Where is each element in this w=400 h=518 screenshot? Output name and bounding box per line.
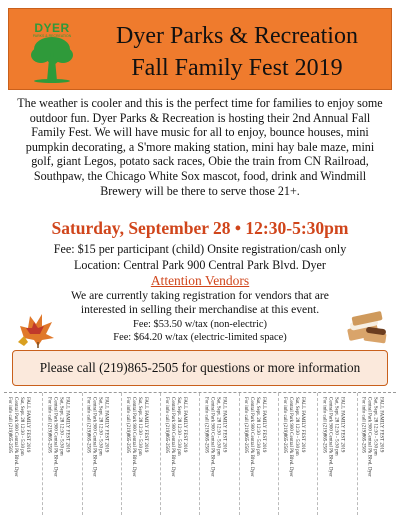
logo-subtext: PARKS & RECREATION — [32, 34, 72, 38]
tearoff-tabs — [4, 392, 396, 515]
smores-icon — [344, 306, 390, 346]
event-date-time: Saturday, September 28 • 12:30-5:30pm — [51, 218, 349, 238]
tearoff-line2: Sat, Sept. 28 12:30 - 5:30 pm — [97, 397, 103, 456]
tearoff-line1: FALL FAMILY FEST 2019 — [64, 397, 70, 453]
vendor-fee-electric: Fee: $64.20 w/tax (electric-limited space) — [113, 332, 287, 344]
tearoff-line3: Central Park 900 Central Pk Blvd. Dyer — [170, 397, 176, 477]
tearoff-line4: For info call (219)865-2505 — [242, 397, 248, 453]
tearoff-line4: For info call (219)865-2505 — [7, 397, 12, 453]
tearoff-text — [45, 397, 69, 477]
logo-text: DYER — [34, 21, 70, 35]
header-banner — [8, 8, 392, 90]
tearoff-text — [6, 397, 30, 477]
tearoff-line2: Sat, Sept. 28 12:30 - 5:30 pm — [254, 397, 260, 456]
tearoff-text — [281, 397, 305, 477]
contact-callout: Please call (219)865-2505 for questions or more information — [12, 350, 388, 386]
vendors-heading: Attention Vendors — [150, 273, 250, 288]
tearoff-line1: FALL FAMILY FEST 2019 — [103, 397, 109, 453]
tearoff-line4: For info call (219)865-2505 — [203, 397, 209, 453]
tearoff-line2: Sat, Sept. 28 12:30 - 5:30 pm — [136, 397, 142, 456]
tearoff-text — [360, 397, 384, 477]
tearoff-line2: Sat, Sept. 28 12:30 - 5:30 pm — [294, 397, 300, 456]
tearoff-line1: FALL FAMILY FEST 2019 — [378, 397, 384, 453]
tearoff-tab[interactable] — [318, 393, 357, 515]
tearoff-line2: Sat, Sept. 28 12:30 - 5:30 pm — [372, 397, 378, 456]
tearoff-line1: FALL FAMILY FEST 2019 — [25, 397, 30, 453]
vendor-fees — [60, 318, 340, 344]
tearoff-line3: Central Park 900 Central Pk Blvd. Dyer — [288, 397, 294, 477]
tearoff-line1: FALL FAMILY FEST 2019 — [142, 397, 148, 453]
tearoff-line4: For info call (219)865-2505 — [282, 397, 288, 453]
tearoff-line4: For info call (219)865-2505 — [164, 397, 170, 453]
intro-paragraph: The weather is cooler and this is the perfect time for families to enjoy some outdoor fun. Dyer Parks & Recreation is hosting their 2nd Annual Fall Family Fest. We will have music for all to enjoy, bounce houses, mini pumpkin decorating, a S'more making station, mini hay bale maze, mini golf, giant Legos, potato sack races, Obie the train from CN Railroad, Southpaw, the Chicago White Sox mascot, food, drink and Windmill Brewery will be there to serve those 21+. — [17, 96, 383, 198]
tearoff-line3: Central Park 900 Central Pk Blvd. Dyer — [209, 397, 215, 477]
tearoff-text — [242, 397, 266, 477]
tearoff-line4: For info call (219)865-2505 — [360, 397, 366, 453]
tearoff-line2: Sat, Sept. 28 12:30 - 5:30 pm — [19, 397, 24, 456]
tearoff-line3: Central Park 900 Central Pk Blvd. Dyer — [327, 397, 333, 477]
tearoff-line1: FALL FAMILY FEST 2019 — [182, 397, 188, 453]
tearoff-line2: Sat, Sept. 28 12:30 - 5:30 pm — [215, 397, 221, 456]
tearoff-line4: For info call (219)865-2505 — [124, 397, 130, 453]
tearoff-tab[interactable] — [358, 393, 396, 515]
tearoff-tab[interactable] — [279, 393, 318, 515]
page-subtitle: Fall Family Fest 2019 — [131, 55, 343, 81]
tearoff-tab[interactable] — [43, 393, 82, 515]
tearoff-text — [320, 397, 344, 477]
tearoff-line1: FALL FAMILY FEST 2019 — [221, 397, 227, 453]
vendors-text: We are currently taking registration for vendors that are interested in selling their merchandise at this event. — [71, 289, 329, 316]
tearoff-text — [85, 397, 109, 477]
tearoff-line1: FALL FAMILY FEST 2019 — [260, 397, 266, 453]
tearoff-tab[interactable] — [200, 393, 239, 515]
tearoff-line2: Sat, Sept. 28 12:30 - 5:30 pm — [176, 397, 182, 456]
tearoff-line3: Central Park 900 Central Pk Blvd. Dyer — [130, 397, 136, 477]
tearoff-line3: Central Park 900 Central Pk Blvd. Dyer — [91, 397, 97, 477]
tearoff-tab[interactable] — [161, 393, 200, 515]
tearoff-tab[interactable] — [240, 393, 279, 515]
tearoff-line4: For info call (219)865-2505 — [321, 397, 327, 453]
tearoff-line3: Central Park 900 Central Pk Blvd. Dyer — [52, 397, 58, 477]
tearoff-text — [202, 397, 226, 477]
tearoff-tab[interactable] — [4, 393, 43, 515]
tearoff-line4: For info call (219)865-2505 — [46, 397, 52, 453]
event-fee: Fee: $15 per participant (child) Onsite registration/cash only — [53, 242, 347, 256]
tearoff-line3: Central Park 900 Central Pk Blvd. Dyer — [366, 397, 372, 477]
tearoff-tab[interactable] — [122, 393, 161, 515]
tearoff-line2: Sat, Sept. 28 12:30 - 5:30 pm — [58, 397, 64, 456]
tearoff-line2: Sat, Sept. 28 12:30 - 5:30 pm — [333, 397, 339, 456]
event-location: Location: Central Park 900 Central Park Blvd. Dyer — [74, 258, 326, 272]
autumn-leaves-icon — [16, 308, 60, 348]
page-title: Dyer Parks & Recreation — [116, 23, 358, 49]
tearoff-text — [124, 397, 148, 477]
tearoff-line3: Central Park 900 Central Pk Blvd. Dyer — [248, 397, 254, 477]
tearoff-line1: FALL FAMILY FEST 2019 — [339, 397, 345, 453]
tearoff-line1: FALL FAMILY FEST 2019 — [300, 397, 306, 453]
dyer-logo — [19, 19, 85, 83]
vendor-fee-non-electric: Fee: $53.50 w/tax (non-electric) — [133, 319, 267, 330]
tearoff-tab[interactable] — [83, 393, 122, 515]
tearoff-text — [163, 397, 187, 477]
tearoff-line4: For info call (219)865-2505 — [85, 397, 91, 453]
tearoff-line3: Central Park 900 Central Pk Blvd. Dyer — [13, 397, 18, 477]
